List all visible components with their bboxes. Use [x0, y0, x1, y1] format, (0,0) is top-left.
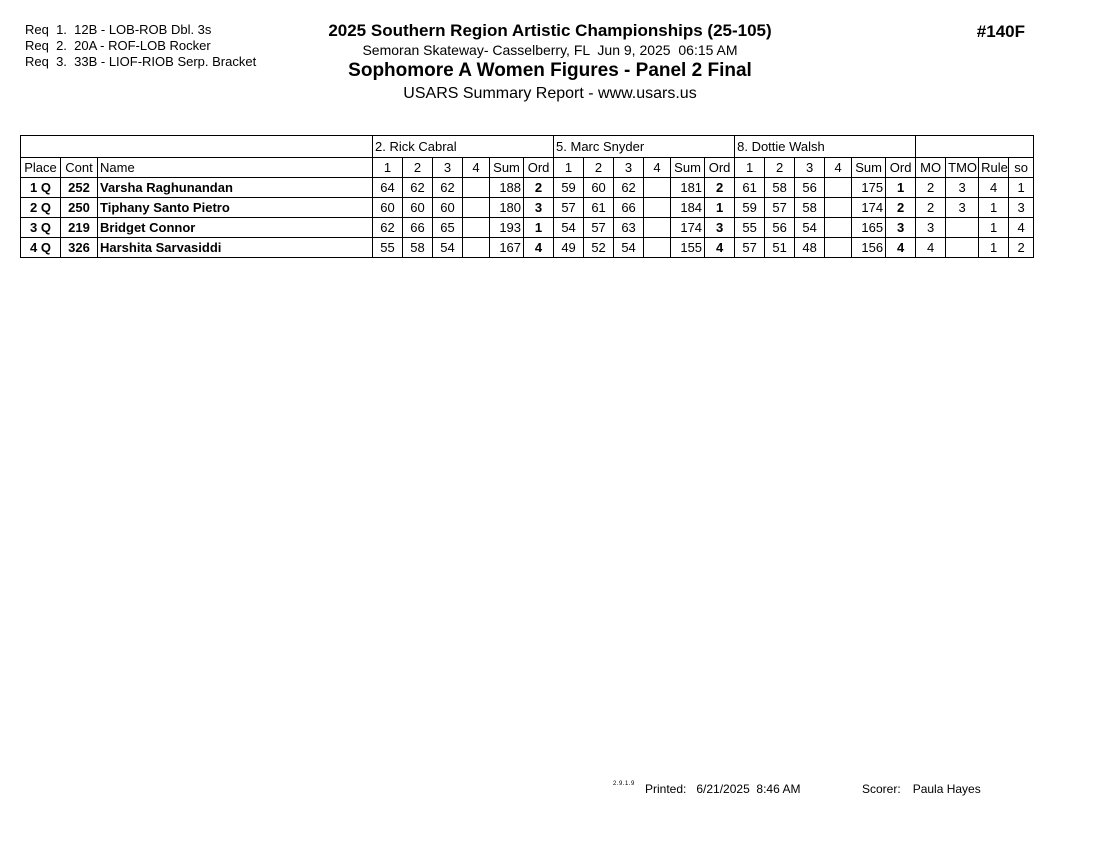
cell-judge3-ord: 4 — [886, 238, 916, 258]
header-judge2-ord: Ord — [705, 158, 735, 178]
cell-judge2-score1: 59 — [554, 178, 584, 198]
cell-judge3-ord: 3 — [886, 218, 916, 238]
cell-judge3-score1: 57 — [735, 238, 765, 258]
cell-judge2-score2: 52 — [584, 238, 614, 258]
header-name: Name — [98, 158, 373, 178]
scorer-line — [862, 782, 981, 796]
cell-cont: 326 — [61, 238, 98, 258]
cell-judge2-score4 — [644, 238, 671, 258]
cell-judge1-score1: 64 — [373, 178, 403, 198]
cell-judge1-ord: 2 — [524, 178, 554, 198]
cell-judge1-score4 — [463, 198, 490, 218]
cell-judge3-score2: 51 — [765, 238, 795, 258]
judge-name-3: 8. Dottie Walsh — [735, 136, 916, 158]
cell-so: 4 — [1009, 218, 1034, 238]
cell-judge3-score2: 58 — [765, 178, 795, 198]
cell-place: 3 Q — [21, 218, 61, 238]
cell-judge1-score2: 60 — [403, 198, 433, 218]
cell-judge1-score2: 58 — [403, 238, 433, 258]
scorer-label: Scorer: — [862, 782, 901, 796]
header-judge1-ord: Ord — [524, 158, 554, 178]
header-judge3-3: 3 — [795, 158, 825, 178]
cell-judge2-score1: 54 — [554, 218, 584, 238]
cell-judge1-score1: 55 — [373, 238, 403, 258]
cell-so: 3 — [1009, 198, 1034, 218]
cell-judge3-ord: 2 — [886, 198, 916, 218]
header-place: Place — [21, 158, 61, 178]
cell-judge2-score2: 61 — [584, 198, 614, 218]
results-table — [20, 135, 1034, 258]
cell-so: 2 — [1009, 238, 1034, 258]
cell-judge1-score4 — [463, 218, 490, 238]
cell-judge3-score4 — [825, 238, 852, 258]
championship-title: 2025 Southern Region Artistic Championships (25-105) — [328, 21, 772, 40]
cell-judge1-sum: 193 — [490, 218, 524, 238]
cell-tmo — [946, 218, 979, 238]
scorer-value: Paula Hayes — [912, 782, 981, 796]
cell-judge3-score3: 58 — [795, 198, 825, 218]
header-rule: Rule — [979, 158, 1009, 178]
title-block — [0, 20, 1100, 105]
cell-rule: 1 — [979, 218, 1009, 238]
cell-mo: 3 — [916, 218, 946, 238]
cell-place: 4 Q — [21, 238, 61, 258]
cell-cont: 252 — [61, 178, 98, 198]
printed-label: Printed: — [645, 782, 687, 796]
cell-cont: 250 — [61, 198, 98, 218]
cell-judge1-ord: 1 — [524, 218, 554, 238]
cell-judge1-score2: 66 — [403, 218, 433, 238]
cell-name: Varsha Raghunandan — [98, 178, 373, 198]
cell-judge2-ord: 3 — [705, 218, 735, 238]
header-judge3-2: 2 — [765, 158, 795, 178]
venue-date-line: Semoran Skateway- Casselberry, FL Jun 9, 2025 06:15 AM — [362, 42, 738, 58]
header-judge2-2: 2 — [584, 158, 614, 178]
cell-judge2-score1: 57 — [554, 198, 584, 218]
cell-judge2-sum: 184 — [671, 198, 705, 218]
table-row — [21, 218, 1034, 238]
event-number: #140F — [976, 22, 1025, 41]
header-judge3-4: 4 — [825, 158, 852, 178]
cell-judge3-score2: 57 — [765, 198, 795, 218]
header-judge1-3: 3 — [433, 158, 463, 178]
cell-judge2-ord: 2 — [705, 178, 735, 198]
cell-cont: 219 — [61, 218, 98, 238]
table-row — [21, 238, 1034, 258]
cell-judge2-score1: 49 — [554, 238, 584, 258]
cell-judge3-score1: 59 — [735, 198, 765, 218]
cell-judge1-score1: 60 — [373, 198, 403, 218]
header-judge1-4: 4 — [463, 158, 490, 178]
cell-name: Bridget Connor — [98, 218, 373, 238]
cell-judge2-sum: 181 — [671, 178, 705, 198]
version-text: 2.9.1.9 — [613, 781, 635, 787]
header-mo: MO — [916, 158, 946, 178]
header-cont: Cont — [61, 158, 98, 178]
cell-judge3-ord: 1 — [886, 178, 916, 198]
cell-judge3-sum: 175 — [852, 178, 886, 198]
cell-judge1-score3: 65 — [433, 218, 463, 238]
cell-judge1-score2: 62 — [403, 178, 433, 198]
header-judge1-sum: Sum — [490, 158, 524, 178]
cell-judge1-sum: 167 — [490, 238, 524, 258]
results-table-body — [21, 136, 1034, 258]
header-judge2-3: 3 — [614, 158, 644, 178]
header-judge2-1: 1 — [554, 158, 584, 178]
cell-judge3-score3: 54 — [795, 218, 825, 238]
cell-judge3-score4 — [825, 198, 852, 218]
cell-judge2-sum: 155 — [671, 238, 705, 258]
cell-judge3-score2: 56 — [765, 218, 795, 238]
spacer-cell — [916, 136, 1034, 158]
cell-mo: 4 — [916, 238, 946, 258]
cell-judge2-ord: 1 — [705, 198, 735, 218]
cell-judge3-score1: 55 — [735, 218, 765, 238]
spacer-cell — [21, 136, 373, 158]
cell-so: 1 — [1009, 178, 1034, 198]
cell-judge1-ord: 3 — [524, 198, 554, 218]
cell-judge1-score3: 62 — [433, 178, 463, 198]
printed-value: 6/21/2025 8:46 AM — [696, 782, 801, 796]
cell-place: 1 Q — [21, 178, 61, 198]
cell-judge2-score4 — [644, 198, 671, 218]
cell-name: Tiphany Santo Pietro — [98, 198, 373, 218]
judge-name-2: 5. Marc Snyder — [554, 136, 735, 158]
table-row — [21, 198, 1034, 218]
header-judge3-sum: Sum — [852, 158, 886, 178]
column-header-row — [21, 158, 1034, 178]
cell-tmo: 3 — [946, 178, 979, 198]
cell-judge2-score2: 60 — [584, 178, 614, 198]
cell-judge3-score4 — [825, 178, 852, 198]
cell-judge3-score4 — [825, 218, 852, 238]
cell-judge1-ord: 4 — [524, 238, 554, 258]
header-judge2-4: 4 — [644, 158, 671, 178]
cell-judge3-sum: 174 — [852, 198, 886, 218]
cell-judge2-score4 — [644, 218, 671, 238]
judge-name-1: 2. Rick Cabral — [373, 136, 554, 158]
cell-mo: 2 — [916, 198, 946, 218]
cell-judge1-sum: 188 — [490, 178, 524, 198]
cell-rule: 1 — [979, 238, 1009, 258]
cell-judge3-score1: 61 — [735, 178, 765, 198]
header-judge1-2: 2 — [403, 158, 433, 178]
cell-judge1-score3: 54 — [433, 238, 463, 258]
printed-line — [645, 782, 800, 796]
cell-judge2-score2: 57 — [584, 218, 614, 238]
cell-judge3-score3: 48 — [795, 238, 825, 258]
cell-rule: 4 — [979, 178, 1009, 198]
table-row — [21, 178, 1034, 198]
cell-judge1-score1: 62 — [373, 218, 403, 238]
cell-judge2-score3: 62 — [614, 178, 644, 198]
cell-judge3-sum: 165 — [852, 218, 886, 238]
header-judge1-1: 1 — [373, 158, 403, 178]
cell-tmo — [946, 238, 979, 258]
judge-header-row — [21, 136, 1034, 158]
cell-rule: 1 — [979, 198, 1009, 218]
cell-mo: 2 — [916, 178, 946, 198]
cell-judge3-score3: 56 — [795, 178, 825, 198]
cell-judge1-score3: 60 — [433, 198, 463, 218]
cell-judge1-score4 — [463, 238, 490, 258]
cell-place: 2 Q — [21, 198, 61, 218]
cell-name: Harshita Sarvasiddi — [98, 238, 373, 258]
report-type-line: USARS Summary Report - www.usars.us — [403, 85, 697, 102]
cell-judge2-score3: 63 — [614, 218, 644, 238]
cell-judge2-ord: 4 — [705, 238, 735, 258]
cell-judge2-score3: 54 — [614, 238, 644, 258]
cell-judge3-sum: 156 — [852, 238, 886, 258]
cell-judge2-score3: 66 — [614, 198, 644, 218]
cell-judge2-score4 — [644, 178, 671, 198]
header-judge3-1: 1 — [735, 158, 765, 178]
event-title: Sophomore A Women Figures - Panel 2 Final — [348, 60, 752, 81]
cell-judge2-sum: 174 — [671, 218, 705, 238]
requirement-1: Req 1. 12B - LOB-ROB Dbl. 3s — [25, 22, 212, 37]
cell-judge1-sum: 180 — [490, 198, 524, 218]
requirement-2: Req 2. 20A - ROF-LOB Rocker — [25, 38, 211, 53]
requirement-3: Req 3. 33B - LIOF-RIOB Serp. Bracket — [25, 54, 257, 69]
header-tmo: TMO — [946, 158, 979, 178]
cell-judge1-score4 — [463, 178, 490, 198]
header-so: so — [1009, 158, 1034, 178]
header-judge3-ord: Ord — [886, 158, 916, 178]
cell-tmo: 3 — [946, 198, 979, 218]
header-judge2-sum: Sum — [671, 158, 705, 178]
